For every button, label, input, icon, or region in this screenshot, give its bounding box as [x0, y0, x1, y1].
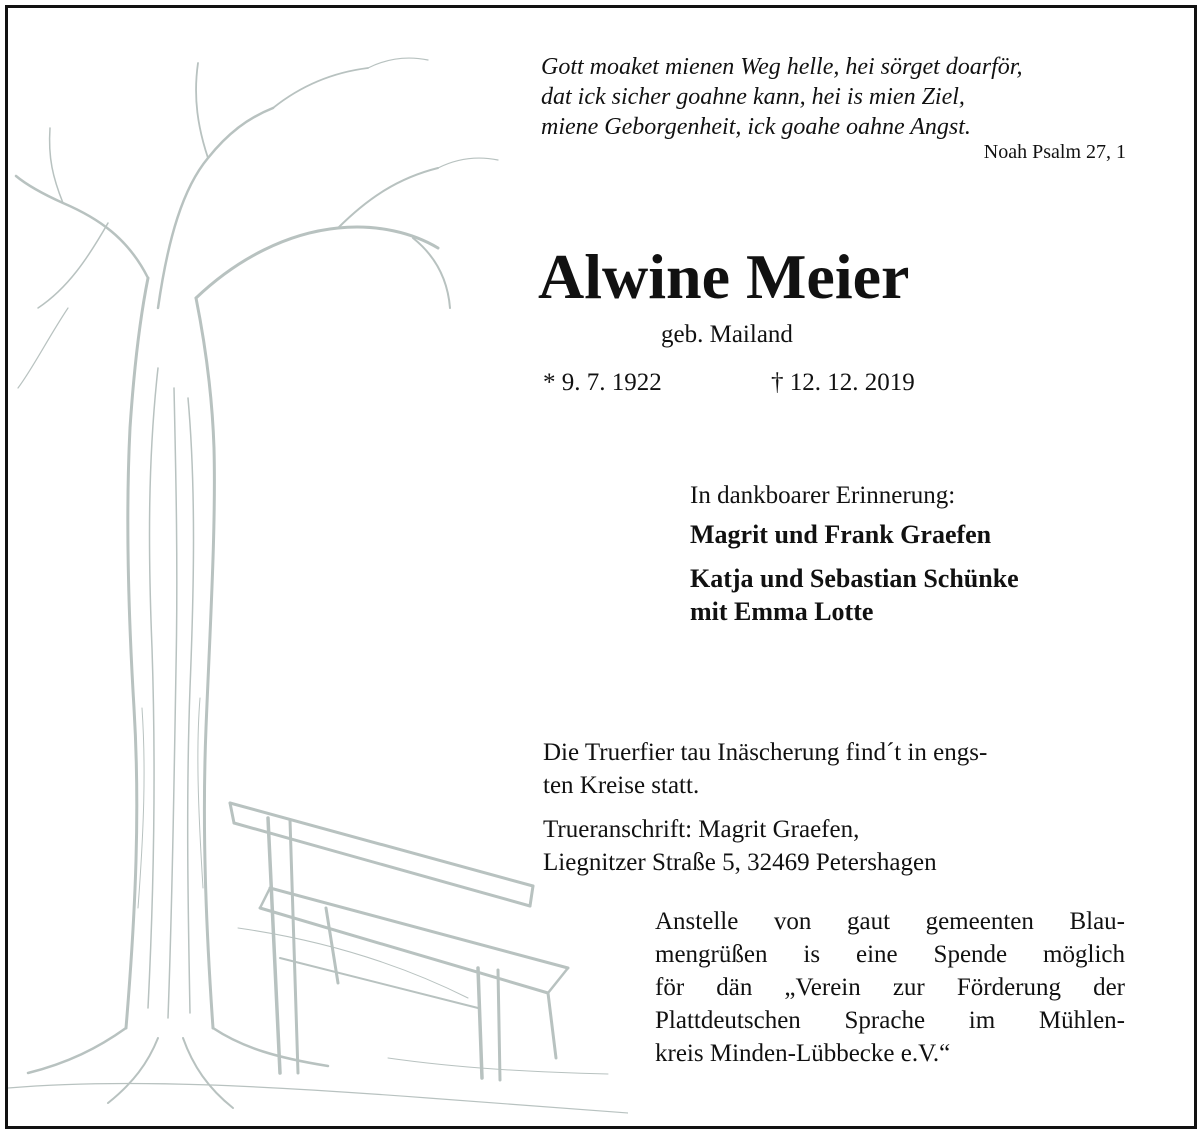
- funeral-notice: [543, 736, 987, 802]
- donation-line: kreis Minden-Lübbecke e.V.“: [655, 1040, 951, 1067]
- mourner-line: Magrit und Frank Graefen: [690, 520, 992, 549]
- funeral-notice-line: Die Truerfier tau Inäscherung find´t in engs-: [543, 739, 988, 766]
- donation-line: Anstelle von gaut gemeenten Blau-: [655, 908, 1125, 935]
- address-line: Trueranschrift: Magrit Graefen,: [543, 816, 860, 843]
- death-date: † 12. 12. 2019: [771, 369, 915, 396]
- donation-line: mengrüßen is eine Spende möglich: [655, 941, 1125, 968]
- mourning-address: [543, 813, 937, 879]
- mourner-line: Katja und Sebastian Schünke: [690, 564, 1019, 593]
- donation-line: Plattdeutschen Sprache im Mühlen-: [655, 1007, 1125, 1034]
- verse-line: miene Geborgenheit, ick goahe oahne Angst.: [541, 114, 971, 140]
- verse-reference: Noah Psalm 27, 1: [983, 141, 1126, 163]
- deceased-name: Alwine Meier: [538, 241, 910, 312]
- address-line: Liegnitzer Straße 5, 32469 Petershagen: [543, 849, 937, 876]
- mourner-line: mit Emma Lotte: [690, 597, 874, 626]
- memory-intro: In dankboarer Erinnerung:: [690, 482, 956, 509]
- birth-date: * 9. 7. 1922: [543, 369, 662, 396]
- verse-line: dat ick sicher goahne kann, hei is mien Ziel,: [541, 84, 965, 110]
- obituary-notice: [5, 5, 1197, 1129]
- tree-and-bench-illustration: [8, 8, 628, 1126]
- verse-line: Gott moaket mienen Weg helle, hei sörget doarför,: [541, 54, 1023, 80]
- birth-name: geb. Mailand: [661, 321, 793, 348]
- donation-notice: [655, 905, 1125, 1070]
- donation-line: för dän „Verein zur Förderung der: [655, 974, 1125, 1001]
- funeral-notice-line: ten Kreise statt.: [543, 772, 700, 799]
- bible-verse: [541, 52, 1126, 142]
